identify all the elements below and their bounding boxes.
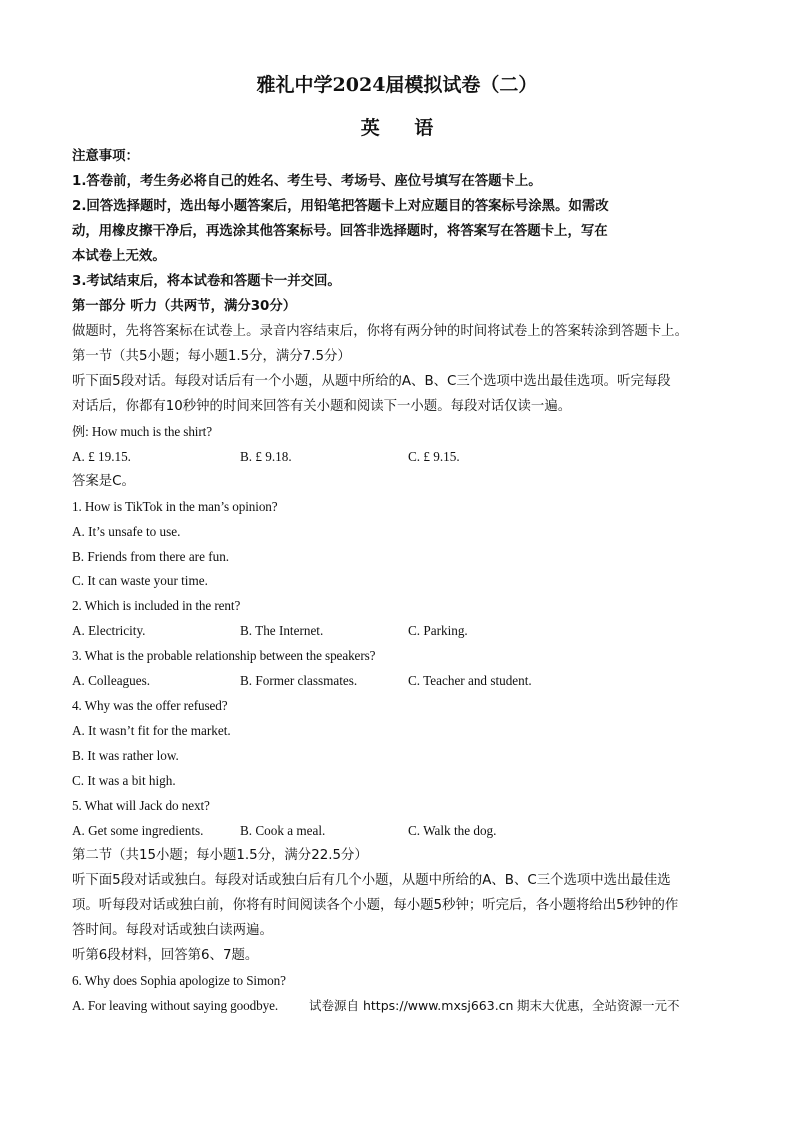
- promo-text: 期末大优惠，全站资源一元不: [517, 998, 680, 1013]
- section2-instruction-line-3: 答时间。每段对话或独白读两遍。: [72, 923, 273, 938]
- note-item-2-line-1: 2.回答选择题时，选出每小题答案后，用铅笔把答题卡上对应题目的答案标号涂黑。如需改: [72, 199, 609, 214]
- question-2-option-b: B. The Internet.: [240, 623, 324, 638]
- question-3: 3. What is the probable relationship between the speakers?: [72, 648, 376, 663]
- question-2-option-a: A. Electricity.: [72, 623, 146, 638]
- question-5-option-b: B. Cook a meal.: [240, 823, 326, 838]
- question-1: 1. How is TikTok in the man’s opinion?: [72, 499, 278, 514]
- subject-title: 英 语: [360, 117, 448, 139]
- question-6-option-a: A. For leaving without saying goodbye.: [72, 998, 279, 1013]
- part1-intro: 做题时，先将答案标在试卷上。录音内容结束后，你将有两分钟的时间将试卷上的答案转涂到答题卡上。: [72, 324, 688, 339]
- question-4: 4. Why was the offer refused?: [72, 698, 228, 713]
- note-item-2-line-2: 动，用橡皮擦干净后，再选涂其他答案标号。回答非选择题时，将答案写在答题卡上，写在: [72, 224, 608, 239]
- section1-instruction-line-2: 对话后，你都有10秒钟的时间来回答有关小题和阅读下一小题。每段对话仅读一遍。: [72, 399, 572, 414]
- example-option-a: A. £ 19.15.: [72, 449, 131, 464]
- question-5-option-a: A. Get some ingredients.: [72, 823, 204, 838]
- section2-instruction-line-2: 项。听每段对话或独白前，你将有时间阅读各个小题，每小题5秒钟；听完后，各小题将给出5秒钟的作: [72, 898, 679, 913]
- question-1-option-c: C. It can waste your time.: [72, 573, 208, 588]
- example-option-c: C. £ 9.15.: [408, 449, 460, 464]
- note-item-2-line-3: 本试卷上无效。: [72, 249, 166, 264]
- question-2-option-c: C. Parking.: [408, 623, 468, 638]
- question-3-option-a: A. Colleagues.: [72, 673, 151, 688]
- question-5: 5. What will Jack do next?: [72, 798, 210, 813]
- question-3-option-c: C. Teacher and student.: [408, 673, 532, 688]
- question-1-option-a: A. It’s unsafe to use.: [72, 524, 181, 539]
- question-6: 6. Why does Sophia apologize to Simon?: [72, 973, 286, 988]
- question-4-option-c: C. It was a bit high.: [72, 773, 176, 788]
- example-answer: 答案是C。: [72, 474, 135, 489]
- question-4-option-a: A. It wasn’t fit for the market.: [72, 723, 231, 738]
- question-5-option-c: C. Walk the dog.: [408, 823, 497, 838]
- example-option-b: B. £ 9.18.: [240, 449, 292, 464]
- section2-instruction-line-1: 听下面5段对话或独白。每段对话或独白后有几个小题，从题中所给的A、B、C三个选项中选出最佳选: [72, 873, 671, 888]
- note-item-1: 1.答卷前，考生务必将自己的姓名、考生号、考场号、座位号填写在答题卡上。: [72, 174, 542, 189]
- material-6-heading: 听第6段材料，回答第6、7题。: [72, 948, 259, 963]
- question-2: 2. Which is included in the rent?: [72, 598, 241, 613]
- section2-heading: 第二节（共15小题；每小题1.5分，满分22.5分）: [72, 848, 368, 863]
- section1-heading: 第一节（共5小题；每小题1.5分，满分7.5分）: [72, 349, 351, 364]
- note-item-3: 3.考试结束后，将本试卷和答题卡一并交回。: [72, 274, 341, 289]
- notes-heading: 注意事项：: [72, 149, 139, 164]
- section1-instruction-line-1: 听下面5段对话。每段对话后有一个小题，从题中所给的A、B、C三个选项中选出最佳选项。听完每段: [72, 374, 671, 389]
- example-question: 例: How much is the shirt?: [72, 424, 212, 439]
- source-link[interactable]: 试卷源自 https://www.mxsj663.cn: [309, 998, 514, 1013]
- question-3-option-b: B. Former classmates.: [240, 673, 358, 688]
- exam-title: 雅礼中学2024届模拟试卷（二）: [256, 74, 538, 96]
- part1-heading: 第一部分 听力（共两节，满分30分）: [72, 299, 297, 314]
- question-4-option-b: B. It was rather low.: [72, 748, 179, 763]
- question-1-option-b: B. Friends from there are fun.: [72, 549, 230, 564]
